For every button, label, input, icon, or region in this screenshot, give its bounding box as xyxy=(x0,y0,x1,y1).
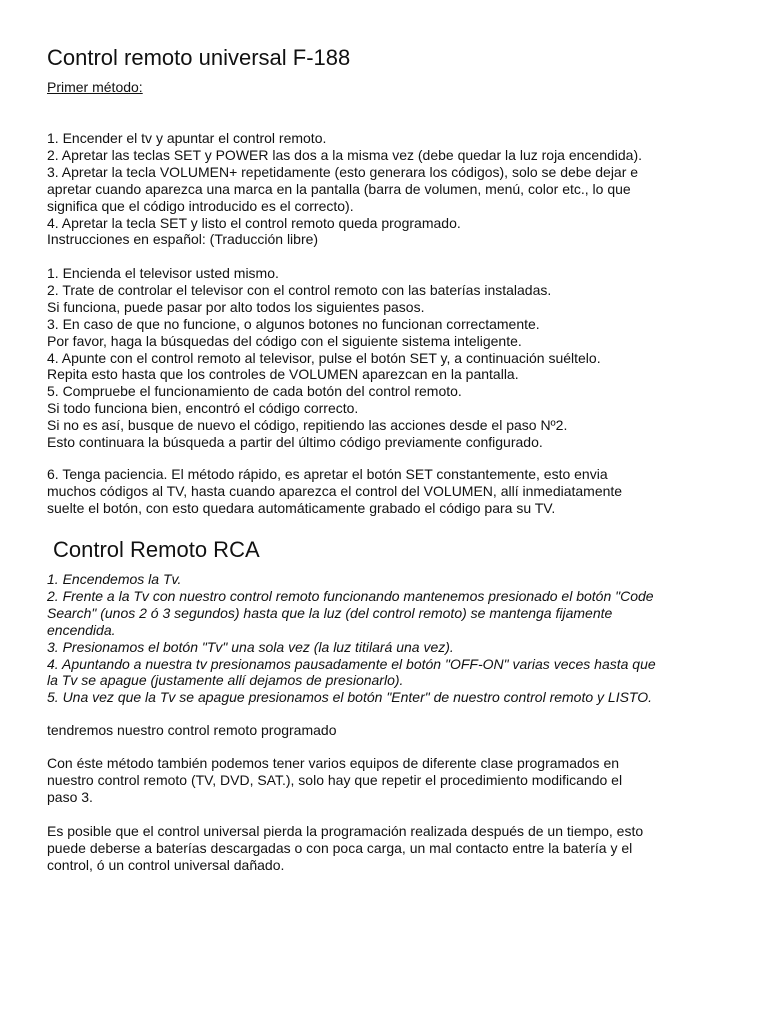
first-method-steps xyxy=(47,130,642,231)
first-method-line: 3. Apretar la tecla VOLUMEN+ repetidamente (esto generara los códigos), solo se debe dejar e xyxy=(47,163,639,180)
rca-step-line: encendida. xyxy=(47,621,116,638)
multi-device-paragraph xyxy=(47,755,622,806)
instruction-line: 1. Encienda el televisor usted mismo. xyxy=(47,265,279,281)
instruction-line: Si todo funciona bien, encontró el código correcto. xyxy=(47,400,359,417)
instruction-line: 2. Trate de controlar el televisor con el control remoto con las baterías instaladas. xyxy=(47,281,552,298)
step-six-paragraph xyxy=(47,466,622,517)
paragraph-line: puede deberse a baterías descargadas o con poca carga, un mal contacto entre la batería y el xyxy=(47,839,633,856)
paragraph-line: nuestro control remoto (TV, DVD, SAT.), solo hay que repetir el procedimiento modificando el xyxy=(47,771,623,788)
spanish-instructions xyxy=(47,265,601,451)
rca-step-line: 1. Encendemos la Tv. xyxy=(47,571,182,587)
instruction-line: Por favor, haga la búsquedas del código con el siguiente sistema inteligente. xyxy=(47,332,522,349)
instruction-line: Si funciona, puede pasar por alto todos los siguientes pasos. xyxy=(47,298,425,315)
rca-section-title: Control Remoto RCA xyxy=(53,537,260,562)
first-method-subtitle: Primer método: xyxy=(47,79,143,95)
rca-step-line: 3. Presionamos el botón "Tv" una sola vez (la luz titilará una vez). xyxy=(47,638,454,655)
instruction-line: 4. Apunte con el control remoto al televisor, pulse el botón SET y, a continuación suéltelo. xyxy=(47,349,601,366)
first-method-line: 2. Apretar las teclas SET y POWER las dos a la misma vez (debe quedar la luz roja encendida). xyxy=(47,146,643,163)
rca-step-line: la Tv se apague (justamente allí dejamos de presionarlo). xyxy=(47,672,404,689)
step-six-line: 6. Tenga paciencia. El método rápido, es apretar el botón SET constantemente, esto envia xyxy=(47,466,608,482)
rca-step-line: 5. Una vez que la Tv se apague presionamos el botón "Enter" de nuestro control remoto y LISTO. xyxy=(47,689,653,706)
instruction-line: Repita esto hasta que los controles de VOLUMEN aparezcan en la pantalla. xyxy=(47,366,519,383)
step-six-line: muchos códigos al TV, hasta cuando aparezca el control del VOLUMEN, allí inmediatamente xyxy=(47,482,623,499)
page-title: Control remoto universal F-188 xyxy=(47,45,351,70)
instruction-line: Si no es así, busque de nuevo el código, repitiendo las acciones desde el paso Nº2. xyxy=(47,417,568,434)
paragraph-line: control, ó un control universal dañado. xyxy=(47,856,285,873)
paragraph-line: Con éste método también podemos tener varios equipos de diferente clase programados en xyxy=(47,755,620,771)
rca-steps xyxy=(47,571,656,706)
instruction-line: Esto continuara la búsqueda a partir del último código previamente configurado. xyxy=(47,434,543,451)
instruction-line: 3. En caso de que no funcione, o algunos botones no funcionan correctamente. xyxy=(47,315,540,332)
step-six-line: suelte el botón, con esto quedara automáticamente grabado el código para su TV. xyxy=(47,499,556,516)
paragraph-line: paso 3. xyxy=(47,788,93,805)
rca-step-line: 4. Apuntando a nuestra tv presionamos pausadamente el botón "OFF-ON" varias veces hasta que xyxy=(47,655,656,672)
first-method-line: 4. Apretar la tecla SET y listo el control remoto queda programado. xyxy=(47,214,461,231)
first-method-line: apretar cuando aparezca una marca en la pantalla (barra de volumen, menú, color etc., lo que xyxy=(47,180,631,197)
rca-step-line: Search" (unos 2 ó 3 segundos) hasta que la luz (del control remoto) se mantenga fijamente xyxy=(47,604,613,621)
paragraph-line: Es posible que el control universal pierda la programación realizada después de un tiempo, esto xyxy=(47,823,644,839)
rca-step-line: 2. Frente a la Tv con nuestro control remoto funcionando mantenemos presionado el botón "Code xyxy=(47,587,654,604)
programming-loss-paragraph xyxy=(47,823,643,874)
first-method-line: 1. Encender el tv y apuntar el control remoto. xyxy=(47,130,327,146)
instruction-line: 5. Compruebe el funcionamiento de cada botón del control remoto. xyxy=(47,383,462,400)
instructions-heading: Instrucciones en español: (Traducción libre) xyxy=(47,231,319,247)
first-method-line: significa que el código introducido es el correcto). xyxy=(47,197,354,214)
rca-closing-line: tendremos nuestro control remoto programado xyxy=(47,722,337,738)
